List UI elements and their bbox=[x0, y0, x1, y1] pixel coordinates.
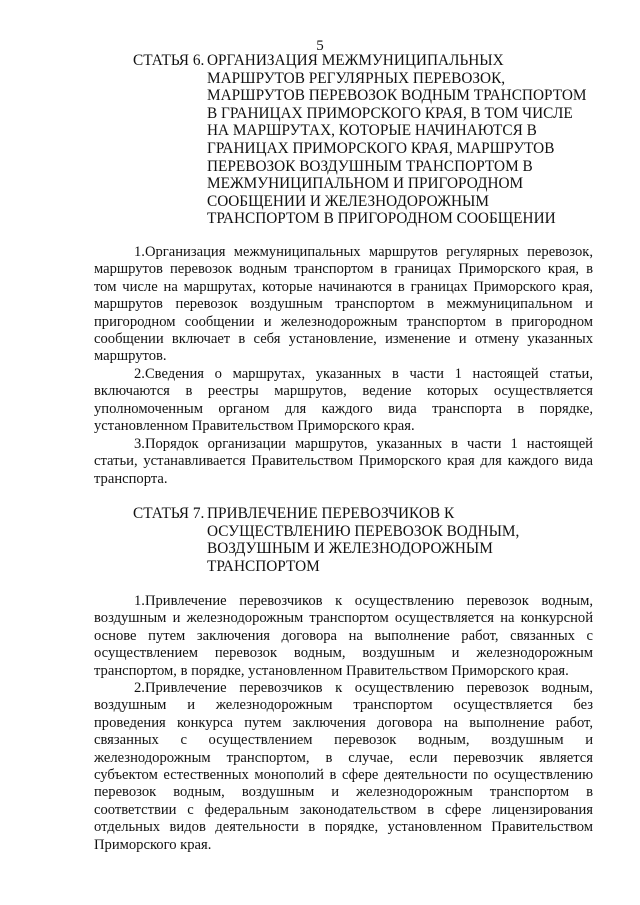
article-7-heading bbox=[133, 505, 593, 575]
paragraph-line: основе путем заключения договора на выполнение работ, связанных с bbox=[94, 627, 593, 644]
article-6-heading bbox=[133, 52, 593, 228]
paragraph-line: статьи, устанавливается Правительством Приморского края для каждого вида bbox=[94, 453, 593, 470]
paragraph-line: маршрутов перевозок водным транспортом в границах Приморского края, в bbox=[94, 261, 593, 278]
article-7-title-line: ОСУЩЕСТВЛЕНИЮ ПЕРЕВОЗОК ВОДНЫМ, bbox=[207, 522, 520, 540]
article-6-title-line: В ГРАНИЦАХ ПРИМОРСКОГО КРАЯ, В ТОМ ЧИСЛЕ bbox=[207, 104, 573, 122]
paragraph-line: железнодорожным транспортом, в случае, если перевозчик является bbox=[94, 749, 593, 766]
paragraph-line: 1.Привлечение перевозчиков к осуществлению перевозок водным, bbox=[134, 593, 593, 609]
article-6-title-line: ГРАНИЦАХ ПРИМОРСКОГО КРАЯ, МАРШРУТОВ bbox=[207, 139, 555, 157]
paragraph-line: пригородном сообщении и железнодорожным транспортом в пригородном bbox=[94, 313, 593, 330]
article-7-title-line: ПРИВЛЕЧЕНИЕ ПЕРЕВОЗЧИКОВ К bbox=[207, 505, 455, 522]
article-6-title-line: МАРШРУТОВ РЕГУЛЯРНЫХ ПЕРЕВОЗОК, bbox=[207, 69, 506, 87]
paragraph-line: 1.Организация межмуниципальных маршрутов регулярных перевозок, bbox=[134, 244, 593, 260]
page-number: 5 bbox=[316, 38, 324, 54]
paragraph-line: отдельных видов деятельности в порядке, установленном Правительством bbox=[94, 819, 593, 836]
paragraph-line: установленном Правительством Приморского края. bbox=[94, 418, 415, 435]
article-6-paragraph-3 bbox=[94, 436, 593, 488]
paragraph-line: маршрутов перевозок воздушным транспортом в межмуниципальном и bbox=[94, 296, 593, 313]
article-6-title-line: ТРАНСПОРТОМ В ПРИГОРОДНОМ СООБЩЕНИИ bbox=[207, 210, 556, 228]
paragraph-line: осуществлением перевозок водным, воздушным и железнодорожным bbox=[94, 645, 593, 662]
paragraph-line: воздушным и железнодорожным транспортом осуществляется на конкурсной bbox=[94, 610, 593, 627]
paragraph-line: 2.Сведения о маршрутах, указанных в части 1 настоящей статьи, bbox=[134, 366, 593, 382]
article-6-paragraph-2 bbox=[94, 366, 593, 436]
article-7-title-line: ТРАНСПОРТОМ bbox=[207, 557, 320, 575]
paragraph-line: уполномоченным органом для каждого вида транспорта в порядке, bbox=[94, 400, 593, 417]
paragraph-line: связанных с осуществлением перевозок водным, воздушным и bbox=[94, 732, 593, 749]
article-6-title-line: ПЕРЕВОЗОК ВОЗДУШНЫМ ТРАНСПОРТОМ В bbox=[207, 157, 533, 175]
article-6-paragraph-1 bbox=[94, 244, 593, 366]
article-6-title-line: МЕЖМУНИЦИПАЛЬНОМ И ПРИГОРОДНОМ bbox=[207, 175, 524, 193]
paragraph-line: проведения конкурса путем заключения договора на выполнение работ, bbox=[94, 714, 593, 731]
paragraph-line: транспорта. bbox=[94, 470, 168, 487]
paragraph-line: транспортом, в порядке, установленном Правительством Приморского края. bbox=[94, 662, 569, 679]
paragraph-line: соответствии с федеральным законодательством в сфере лицензирования bbox=[94, 801, 593, 818]
article-6-title-line: СООБЩЕНИИ И ЖЕЛЕЗНОДОРОЖНЫМ bbox=[207, 192, 489, 210]
paragraph-line: 2.Привлечение перевозчиков к осуществлению перевозок водным, bbox=[134, 680, 593, 696]
article-7-label: СТАТЬЯ 7. bbox=[133, 505, 205, 522]
paragraph-line: том числе на маршрутах, которые начинаются в границах Приморского края, bbox=[94, 278, 593, 295]
paragraph-line: Приморского края. bbox=[94, 836, 212, 853]
paragraph-line: маршрутов. bbox=[94, 348, 167, 365]
article-7-paragraph-2 bbox=[94, 680, 593, 854]
article-6-label: СТАТЬЯ 6. bbox=[133, 52, 205, 69]
paragraph-line: сообщении включает в себя установление, изменение и отмену указанных bbox=[94, 330, 593, 347]
paragraph-line: субъектом естественных монополий в сфере деятельности по осуществлению bbox=[94, 766, 593, 783]
paragraph-line: перевозок водным, воздушным и железнодорожным транспортом в bbox=[94, 784, 593, 801]
article-6-title-line: НА МАРШРУТАХ, КОТОРЫЕ НАЧИНАЮТСЯ В bbox=[207, 122, 537, 140]
paragraph-line: 3.Порядок организации маршрутов, указанных в части 1 настоящей bbox=[134, 436, 593, 452]
paragraph-line: включаются в реестры маршрутов, ведение которых осуществляется bbox=[94, 383, 593, 400]
article-7-paragraph-1 bbox=[94, 593, 593, 680]
article-7-title-line: ВОЗДУШНЫМ И ЖЕЛЕЗНОДОРОЖНЫМ bbox=[207, 540, 493, 558]
paragraph-line: воздушным и железнодорожным транспортом осуществляется без bbox=[94, 697, 593, 714]
article-6-title-line: МАРШРУТОВ ПЕРЕВОЗОК ВОДНЫМ ТРАНСПОРТОМ bbox=[207, 87, 587, 105]
article-6-title-line: ОРГАНИЗАЦИЯ МЕЖМУНИЦИПАЛЬНЫХ bbox=[207, 52, 504, 69]
